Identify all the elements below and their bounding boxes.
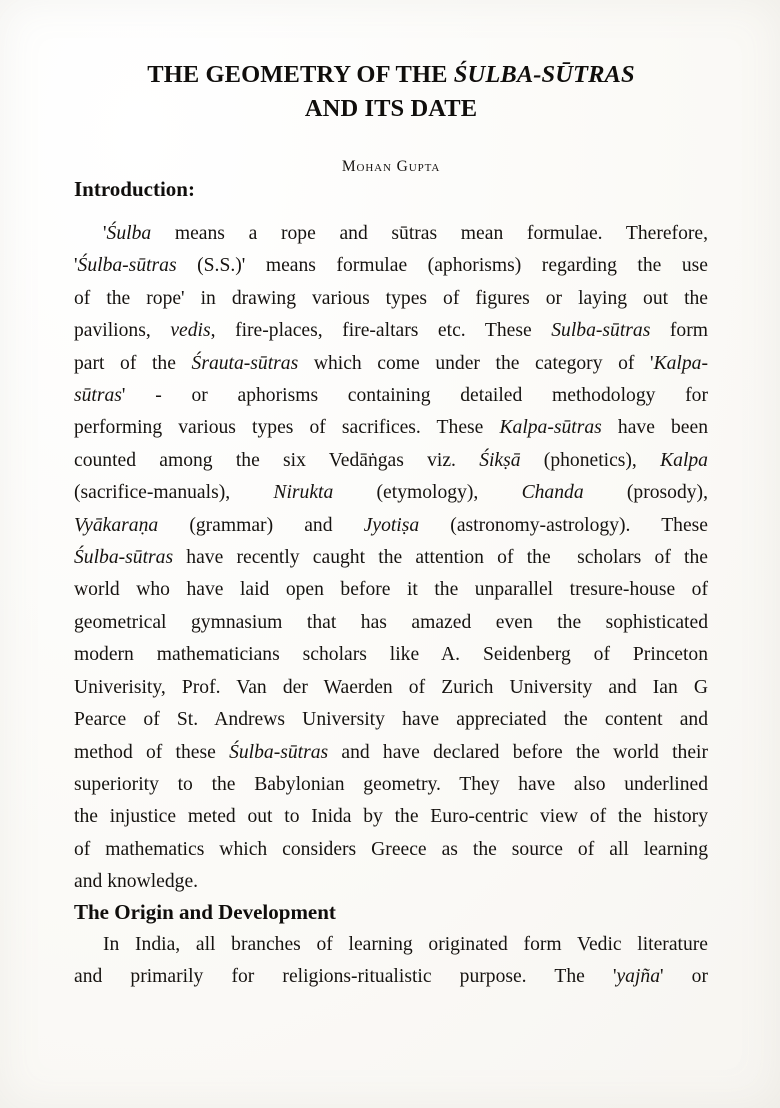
- text-run: the injustice meted out to Inida by the Euro-centric view of the history: [74, 806, 708, 828]
- text-run: superiority to the Babylonian geometry. They have also underlined: [74, 773, 708, 795]
- text-line: [74, 445, 708, 477]
- italic-term: sūtras: [74, 385, 122, 407]
- page-title-line-2: AND ITS DATE: [304, 95, 478, 122]
- text-run: counted among the six Vedāṅgas viz.: [74, 449, 480, 471]
- text-run: (S.S.)' means formulae (aphorisms) regarding the use: [176, 255, 708, 277]
- text-run: method of these: [74, 741, 230, 763]
- text-run: and primarily for religions-ritualistic purpose. The ': [74, 965, 617, 987]
- page-title-line-1: [74, 58, 708, 92]
- text-line: [74, 607, 708, 639]
- text-run: have recently caught the attention of the scholars of the: [173, 547, 708, 569]
- text-run: form: [650, 320, 708, 342]
- text-run: ': [74, 255, 78, 277]
- italic-term: vedis: [170, 320, 211, 342]
- text-run: ' or: [660, 965, 708, 987]
- text-run: of mathematics which considers Greece as the source of all learning: [74, 838, 708, 860]
- paragraph-introduction: [74, 218, 708, 899]
- heading-origin-and-development: The Origin and Development: [74, 899, 336, 924]
- page-content: [74, 0, 708, 993]
- text-line: [74, 834, 708, 866]
- italic-term: Vyākaraṇa: [74, 514, 159, 536]
- text-line: [74, 218, 708, 250]
- italic-term: Sulba-sūtras: [551, 320, 651, 342]
- text-line: [74, 639, 708, 671]
- text-run: of the rope' in drawing various types of figures or laying out the: [74, 287, 708, 309]
- italic-term: Kalpa: [660, 449, 708, 471]
- text-run: In India, all branches of learning originated form Vedic literature: [103, 933, 708, 955]
- italic-term: Śulba-sūtras: [229, 741, 329, 763]
- italic-term: Śrauta-sūtras: [191, 352, 299, 374]
- text-line: [74, 769, 708, 801]
- italic-term: Śulba-sūtras: [74, 547, 174, 569]
- text-line: [74, 866, 708, 898]
- text-line: [74, 315, 708, 347]
- text-run: modern mathematicians scholars like A. Seidenberg of Princeton: [74, 644, 708, 666]
- italic-term: Kalpa-: [653, 352, 708, 374]
- title-italic-term: ŚULBA-SŪTRAS: [453, 61, 635, 88]
- text-line: [74, 477, 708, 509]
- italic-term: Śikṣā: [479, 449, 521, 471]
- text-run: , fire-places, fire-altars etc. These: [210, 320, 552, 342]
- text-line: [74, 250, 708, 282]
- text-line: [74, 412, 708, 444]
- text-run: (phonetics),: [520, 449, 661, 471]
- italic-term: Kalpa-sūtras: [499, 417, 602, 439]
- text-run: pavilions,: [74, 320, 171, 342]
- text-line: [74, 380, 708, 412]
- italic-term: Śulba: [106, 223, 152, 244]
- text-run: Univerisity, Prof. Van der Waerden of Zurich University and Ian G: [74, 676, 708, 698]
- text-line: [74, 348, 708, 380]
- italic-term: Nirukta: [273, 482, 334, 504]
- text-run: which come under the category of ': [298, 352, 654, 374]
- text-run: (prosody),: [583, 482, 708, 504]
- text-line: [74, 283, 708, 315]
- text-line: [74, 510, 708, 542]
- text-run: ': [103, 223, 107, 244]
- paragraph-origin: [74, 929, 708, 994]
- text-run: means a rope and sūtras mean formulae. Therefore,: [151, 223, 708, 244]
- text-run: (astronomy-astrology). These: [419, 514, 708, 536]
- text-line: [74, 704, 708, 736]
- text-line: [74, 961, 708, 993]
- text-run: (grammar) and: [158, 514, 364, 536]
- text-run: and knowledge.: [74, 871, 199, 893]
- text-line: [74, 574, 708, 606]
- text-line: [74, 801, 708, 833]
- text-run: have been: [601, 417, 708, 439]
- italic-term: yajña: [616, 965, 661, 987]
- text-line: [74, 542, 708, 574]
- text-run: geometrical gymnasium that has amazed even the sophisticated: [74, 611, 708, 633]
- text-run: world who have laid open before it the unparallel tresure-house of: [74, 579, 708, 601]
- text-line: [74, 672, 708, 704]
- italic-term: Chanda: [521, 482, 584, 504]
- title-prefix: THE GEOMETRY OF THE: [147, 61, 454, 88]
- text-run: (sacrifice-manuals),: [74, 482, 274, 504]
- italic-term: Śulba-sūtras: [77, 255, 177, 277]
- text-run: (etymology),: [333, 482, 522, 504]
- text-line: [74, 929, 708, 961]
- text-line: [74, 737, 708, 769]
- text-run: ' - or aphorisms containing detailed methodology for: [121, 385, 708, 407]
- italic-term: Jyotiṣa: [363, 514, 420, 536]
- text-run: Pearce of St. Andrews University have appreciated the content and: [74, 709, 708, 731]
- title-block: [74, 0, 708, 126]
- author-byline: Mohan Gupta: [341, 158, 441, 175]
- text-run: and have declared before the world their: [328, 741, 708, 763]
- text-run: performing various types of sacrifices. These: [74, 417, 500, 439]
- heading-introduction: Introduction:: [74, 177, 195, 201]
- text-run: part of the: [74, 352, 192, 374]
